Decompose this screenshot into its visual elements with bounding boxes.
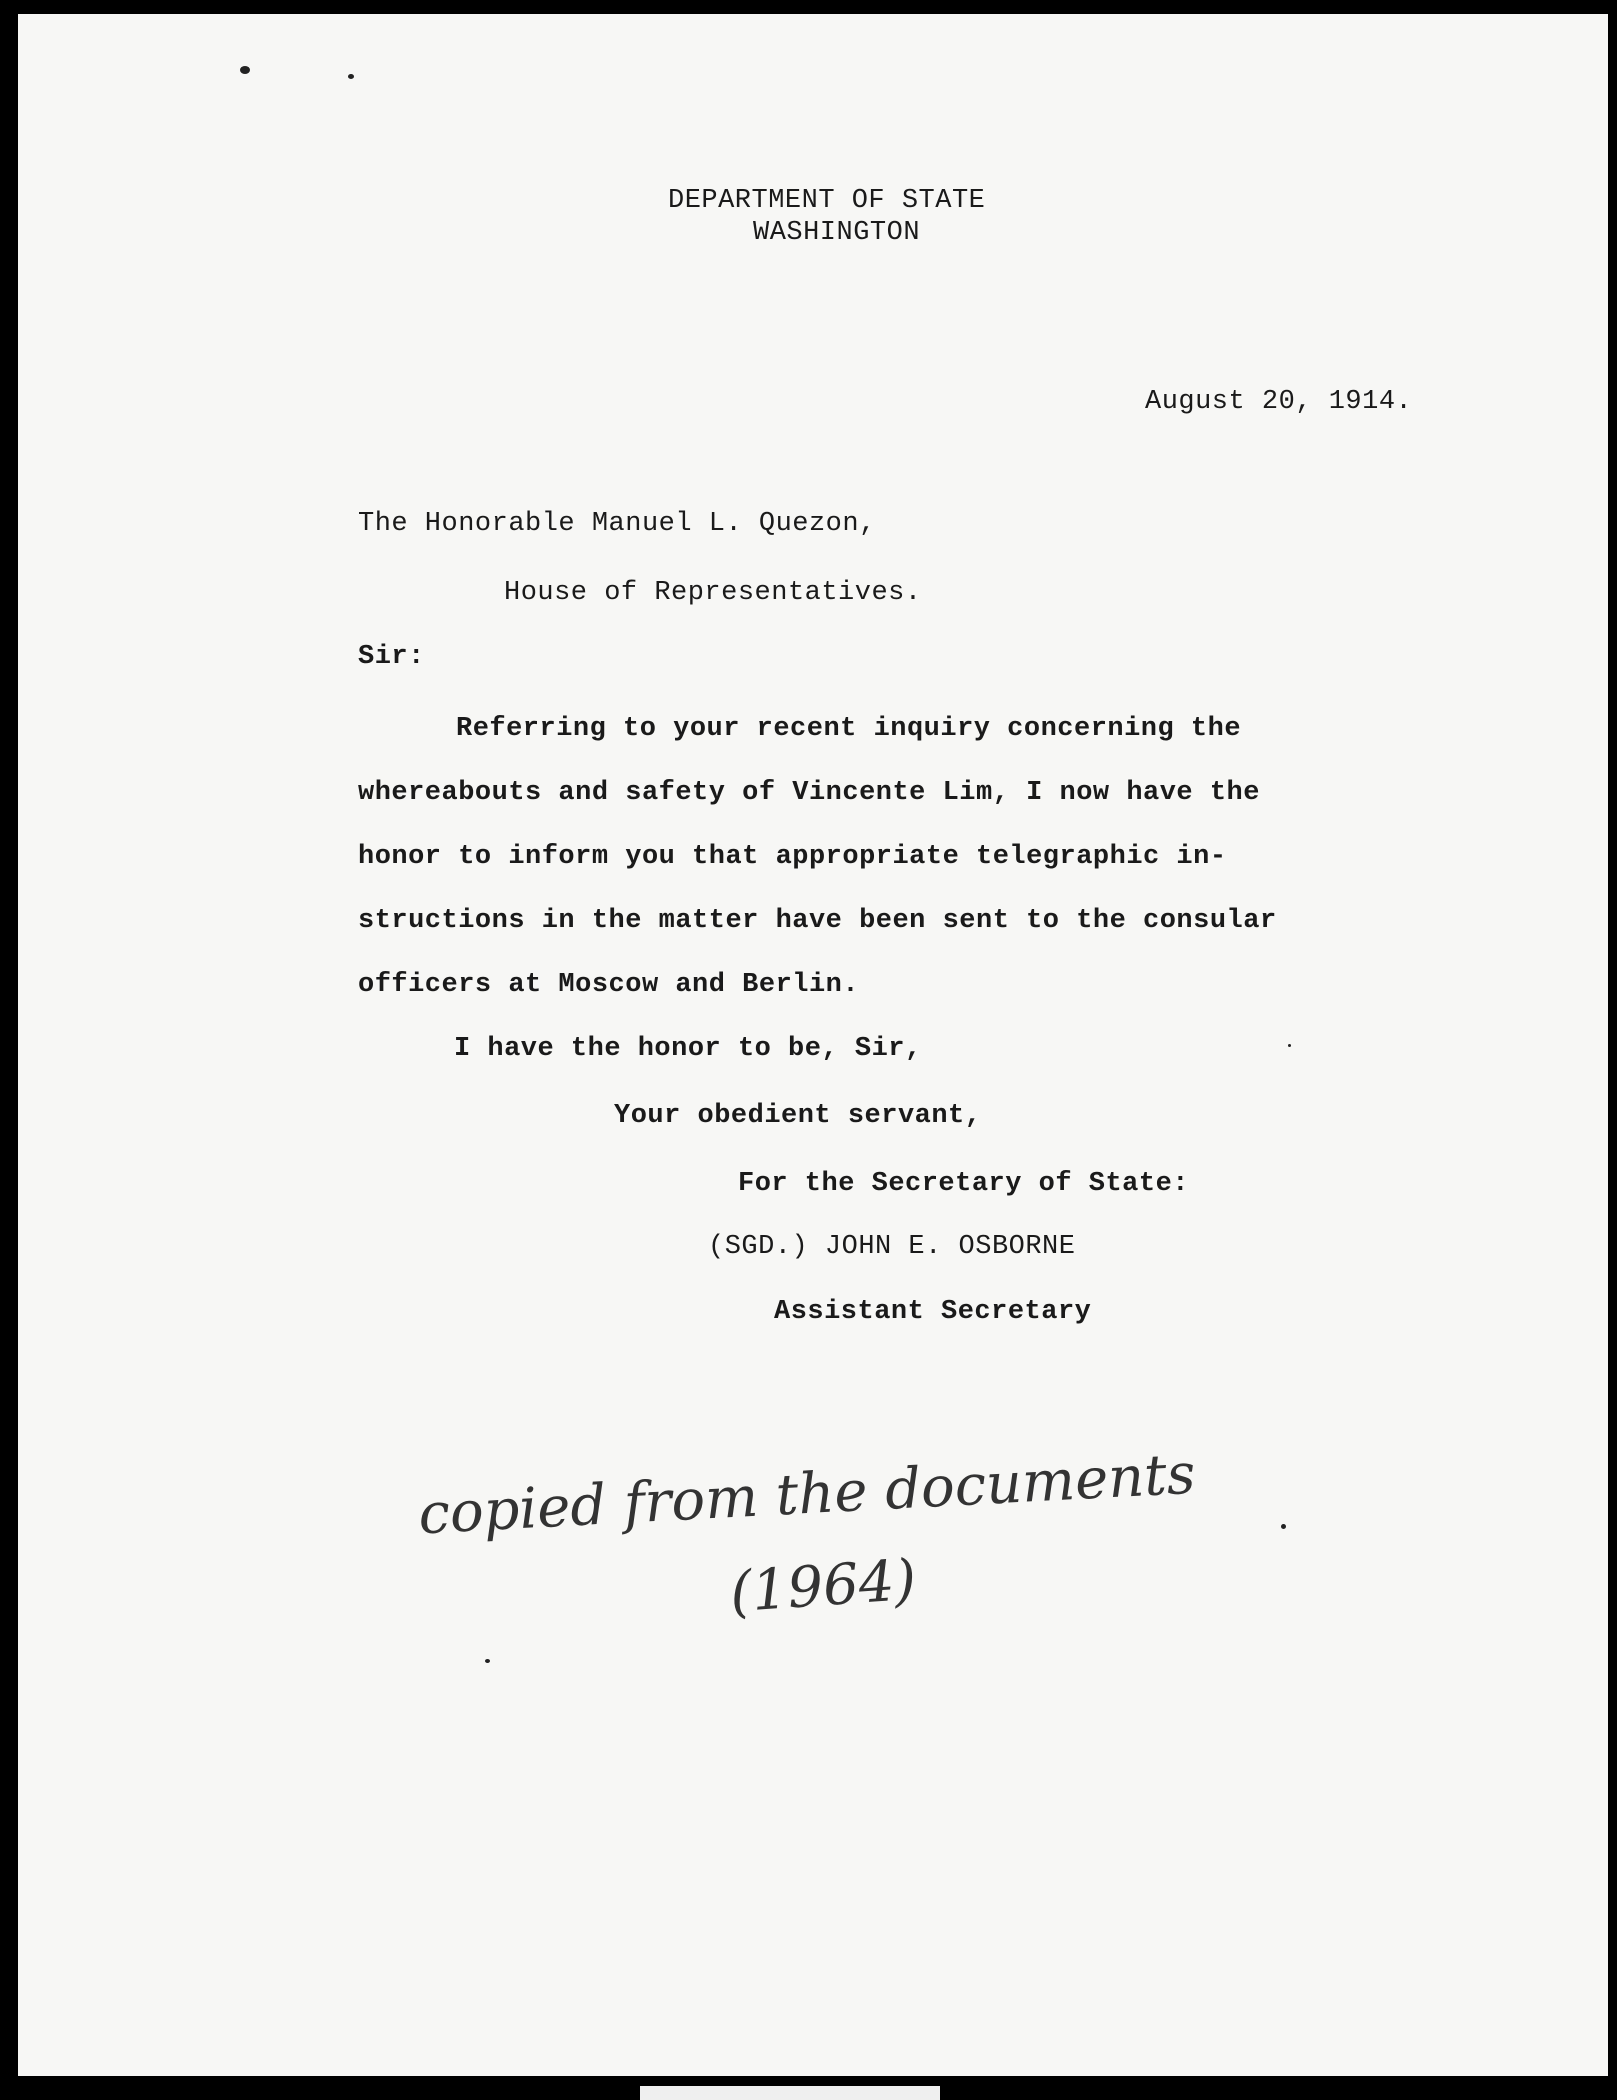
handwritten-year: (1964) (727, 1547, 919, 1626)
signature: (SGD.) JOHN E. OSBORNE (708, 1232, 1076, 1262)
letter-date: August 20, 1914. (1145, 387, 1413, 417)
addressee-name: The Honorable Manuel L. Quezon, (358, 509, 876, 539)
scan-speck (1288, 1044, 1291, 1047)
body-line: Referring to your recent inquiry concerning the (456, 714, 1242, 744)
closing-line: Your obedient servant, (614, 1101, 982, 1131)
closing-line: I have the honor to be, Sir, (454, 1034, 922, 1064)
salutation: Sir: (358, 642, 425, 672)
body-line: structions in the matter have been sent to the consular (358, 906, 1277, 936)
body-line: honor to inform you that appropriate telegraphic in- (358, 842, 1227, 872)
body-line: officers at Moscow and Berlin. (358, 970, 860, 1000)
scan-speck (240, 66, 250, 74)
closing-line: For the Secretary of State: (738, 1169, 1189, 1199)
handwritten-note: copied from the documents (416, 1441, 1197, 1548)
scan-speck (348, 74, 354, 79)
addressee-institution: House of Representatives. (504, 578, 922, 608)
scan-speck (485, 1659, 490, 1663)
signer-title: Assistant Secretary (774, 1297, 1092, 1327)
document-page (18, 14, 1608, 2076)
scan-speck (1281, 1524, 1286, 1529)
body-line: whereabouts and safety of Vincente Lim, I now have the (358, 778, 1260, 808)
letterhead-department: DEPARTMENT OF STATE (668, 186, 986, 216)
scan-edge-tab (640, 2086, 940, 2100)
letterhead-city: WASHINGTON (753, 218, 921, 248)
